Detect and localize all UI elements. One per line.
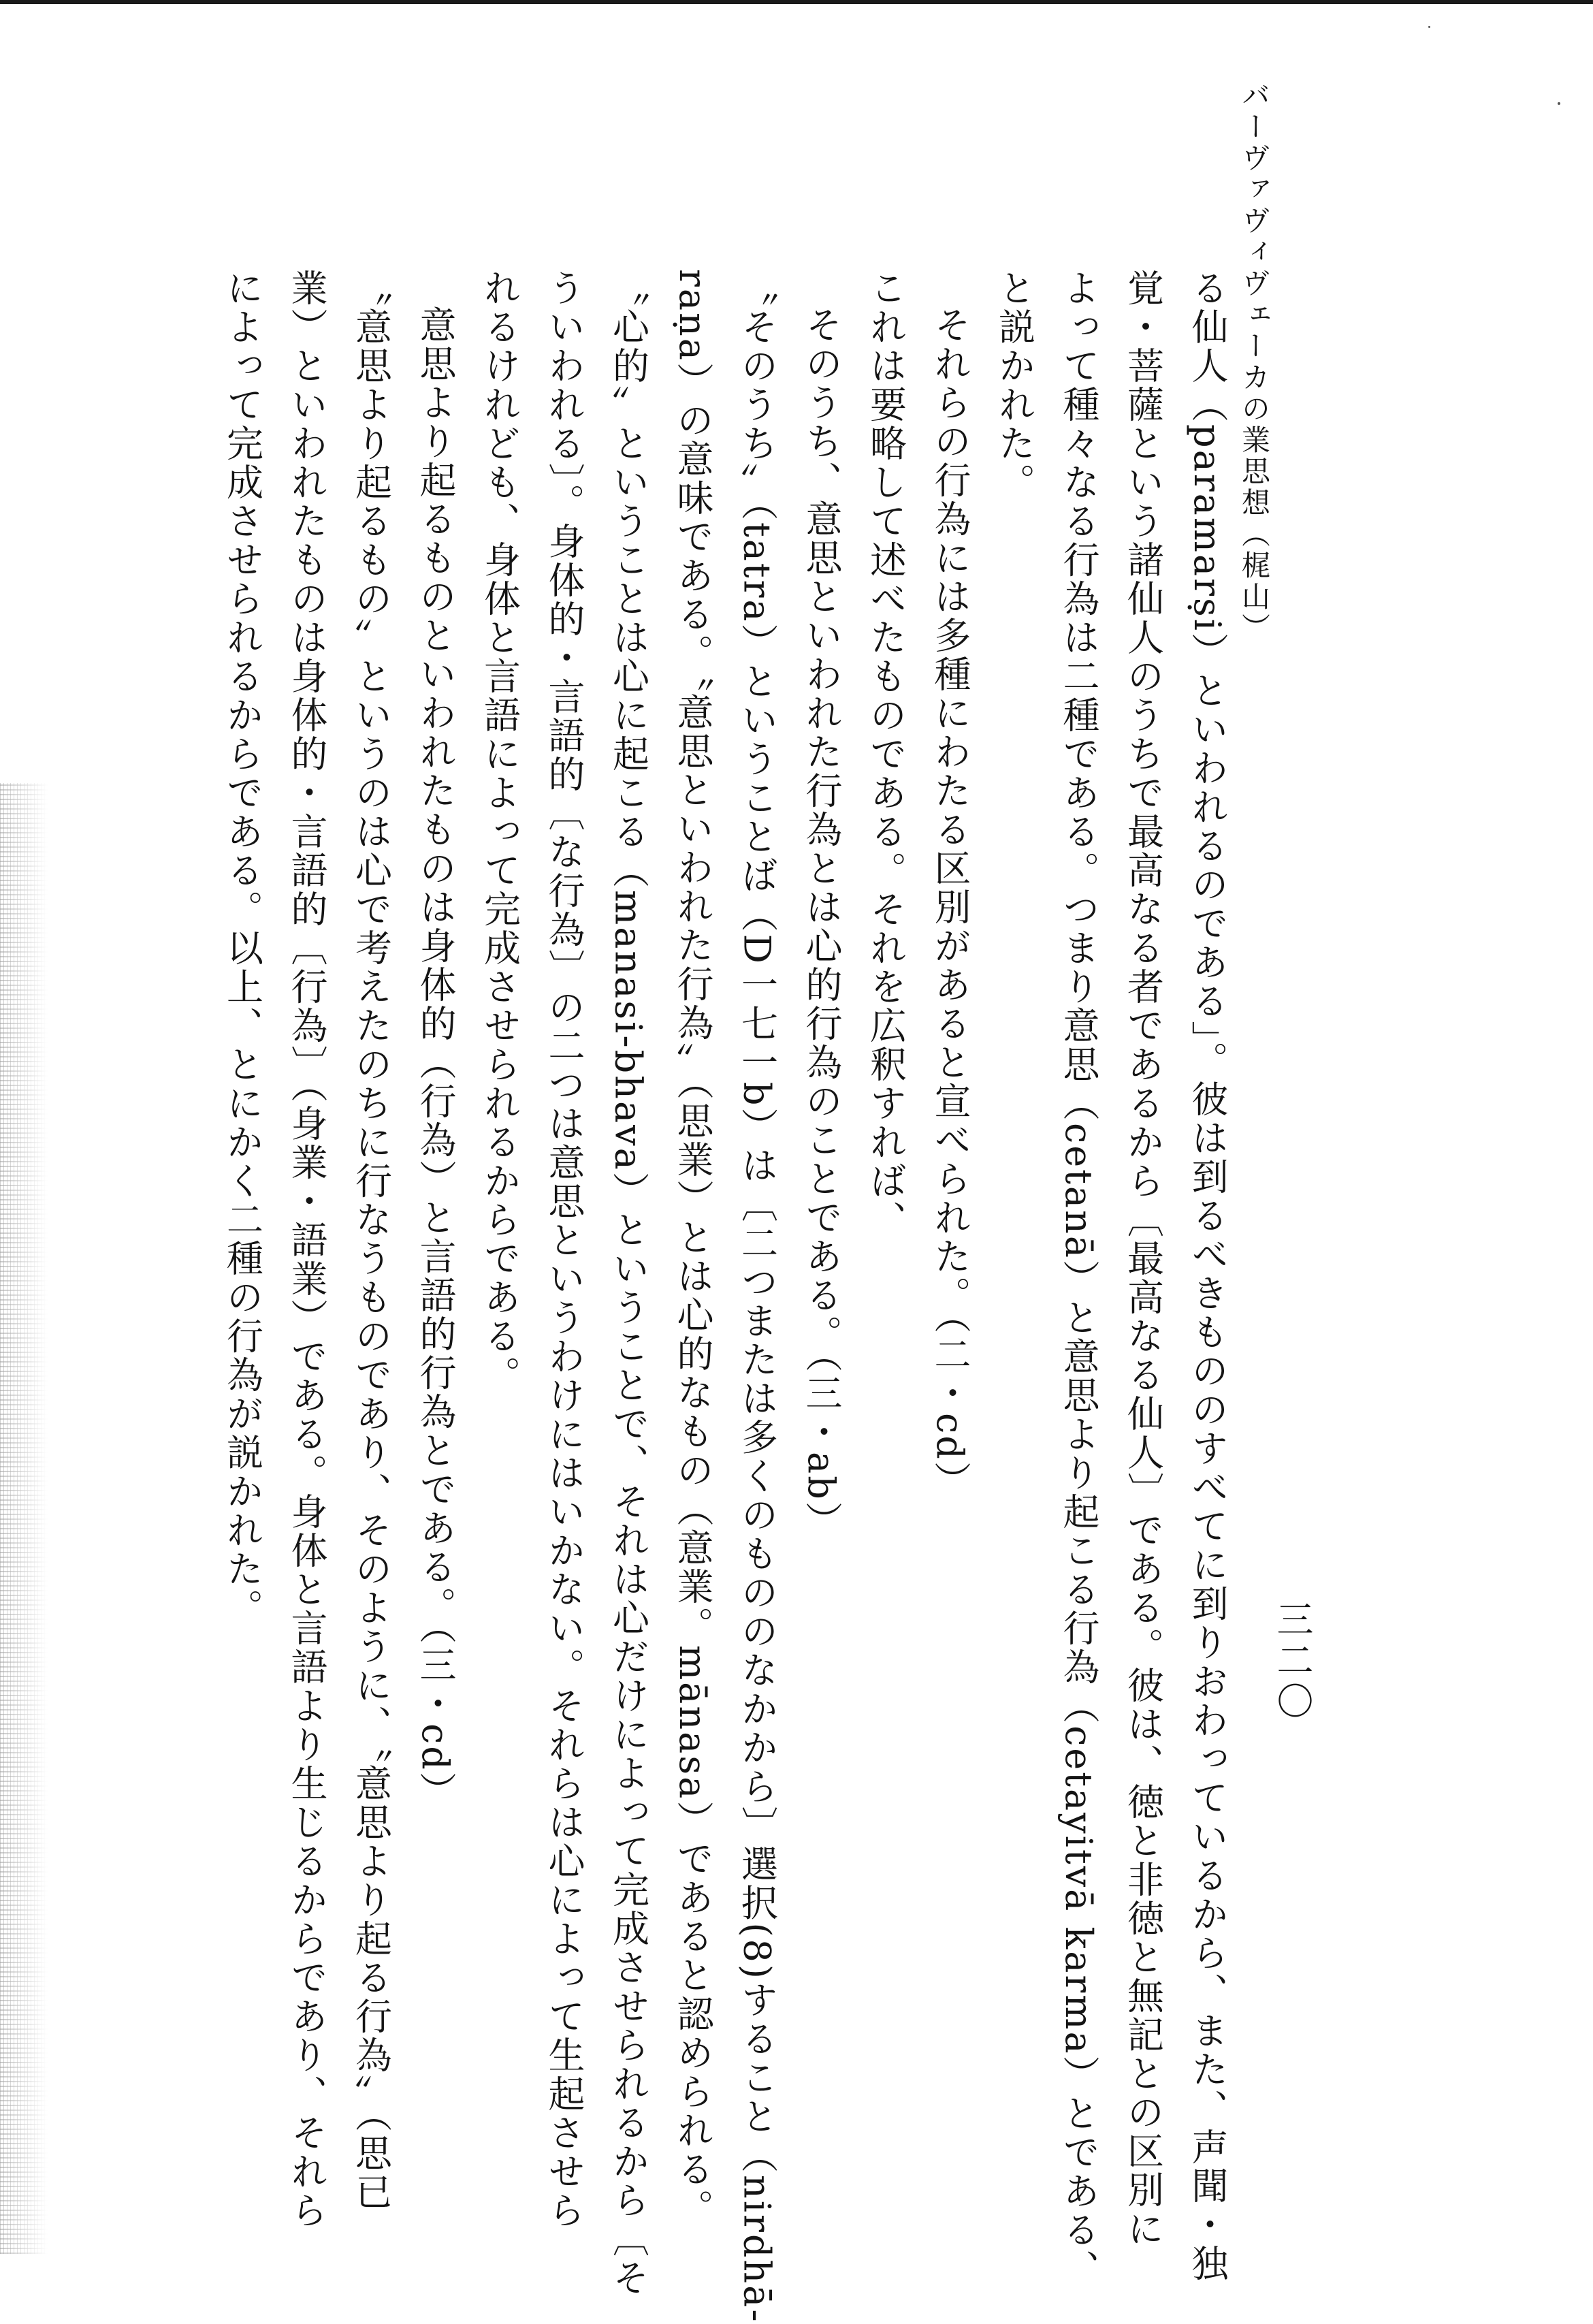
text-line: ういわれる〕。身体的・言語的〔な行為〕の二つは意思というわけにはいかない。それらは心によって生起させら <box>543 269 585 2230</box>
text-line: よって種々なる行為は二種である。つまり意思（cetanā）と意思より起こる行為（cetayitvā karma）とである、 <box>1057 269 1100 2289</box>
running-head: バーヴァヴィヴェーカの業思想（梶山） <box>1238 80 1271 644</box>
text-line: 業）といわれたものは身体的・言語的〔行為〕（身業・語業）である。身体と言語より生じるからであり、それら <box>285 269 328 2230</box>
text-line: れるけれども、身体と言語によって完成させられるからである。 <box>478 269 521 1395</box>
text-line: raṇa）の意味である。〝意思といわれた行為〟（思業）とは心的なもの（意業。mānasa）であると認められる。 <box>671 269 714 2228</box>
text-line: と説かれた。 <box>993 269 1036 502</box>
verse-line: 意思より起るものといわれたものは身体的（行為）と言語的行為とである。（三・cd） <box>414 306 457 1811</box>
text-line: る仙人（paramarṣi）といわれるのである」。彼は到るべきもののすべてに到りおわっているから、また、声聞・独 <box>1186 269 1229 2283</box>
text-line: 覚・菩薩という諸仙人のうちで最高なる者であるから〔最高なる仙人〕である。彼は、徳と非徳と無記との区別に <box>1121 269 1165 2248</box>
text-line: 〝意思より起るもの〟というのは心で考えたのちに行なうものであり、そのように、〝意思より起る行為〟（思已 <box>349 269 393 2212</box>
body-text <box>210 269 1239 2324</box>
text-line: 〝そのうち〟（tatra）ということば（D一七一b）は〔二つまたは多くのもののなかから〕選択(8)すること（nirdhā- <box>735 269 779 2324</box>
verse-line: そのうち、意思といわれた行為とは心的行為のことである。（三・ab） <box>800 306 843 1540</box>
page-number: 三二〇 <box>1271 1600 1314 1723</box>
text-line: によって完成させられるからである。以上、とにかく二種の行為が説かれた。 <box>221 269 264 1627</box>
verse-line: それらの行為には多種にわたる区別があると宣べられた。（二・cd） <box>929 306 971 1500</box>
text-line: 〝心的〟ということは心に起こる（manasi-bhava）ということで、それは心だけによって完成させられるから〔そ <box>607 269 650 2297</box>
text-line: これは要略して述べたものである。それを広釈すれば、 <box>864 269 907 1239</box>
